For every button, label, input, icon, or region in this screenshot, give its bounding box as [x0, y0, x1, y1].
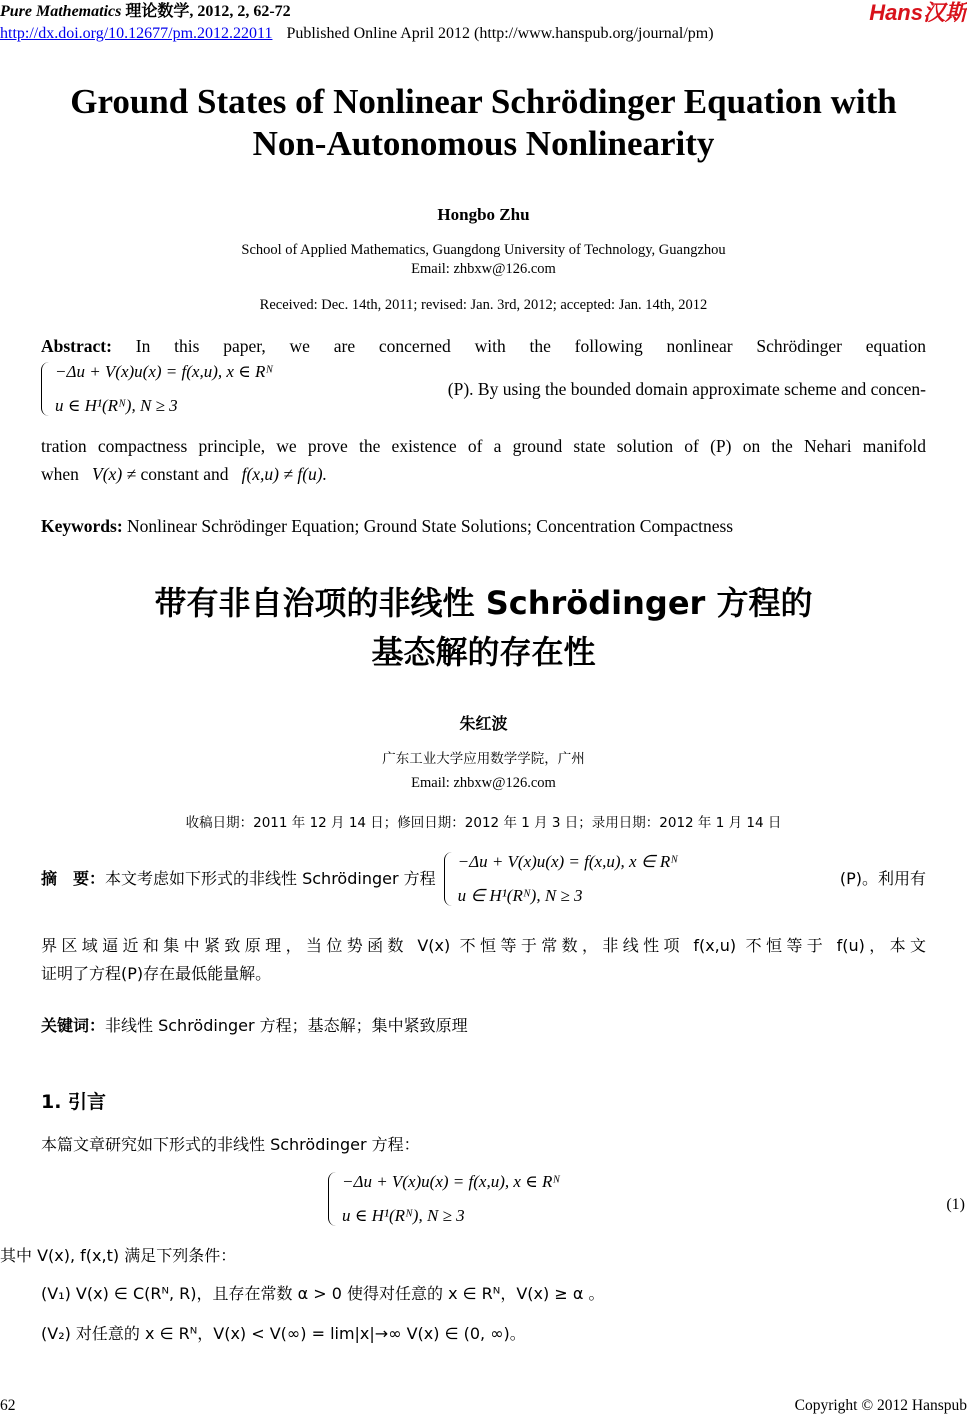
publication-line — [0, 24, 714, 44]
cn-author: 朱红波 — [459, 714, 508, 733]
journal-name: Pure Mathematics — [0, 3, 122, 20]
abstract-line-3: tration compactness principle, we prove the existence of a ground state solution of (P) on the Nehari manifold — [41, 436, 926, 456]
equation-number: (1) — [946, 1196, 965, 1213]
cn-title-line-2: 基态解的存在性 — [371, 633, 596, 671]
received-dates: Received: Dec. 14th, 2011; revised: Jan. 3rd, 2012; accepted: Jan. 14th, 2012 — [259, 297, 708, 313]
abstract-line-1: Abstract: In this paper, we are concerned with the following nonlinear Schrödinger equation — [41, 336, 926, 356]
brace-symbol — [444, 852, 452, 906]
author: Hongbo Zhu — [437, 205, 530, 224]
affiliation: School of Applied Mathematics, Guangdong University of Technology, Guangzhou — [241, 242, 726, 258]
equation-1: −Δu + V(x)u(x) = f(x,u), x ∈ Rᴺ u ∈ H¹(Rᴺ), N ≥ 3 — [328, 1172, 560, 1226]
cn-email: Email: zhbxw@126.com — [411, 775, 556, 791]
condition-v2: (V₂) 对任意的 x ∈ Rᴺ，V(x) < V(∞) = lim|x|→∞ V(x) ∈ (0, ∞)。 — [41, 1324, 526, 1343]
title-line-1: Ground States of Nonlinear Schrödinger Equation with — [70, 82, 897, 121]
keywords: Keywords: Nonlinear Schrödinger Equation; Ground State Solutions; Concentration Compactness — [41, 516, 734, 536]
cn-abstract-equation-row — [41, 850, 926, 908]
hans-logo: Hans汉斯 — [869, 0, 967, 25]
abstract-line-4: when V(x) ≠ constant and f(x,u) ≠ f(u). — [41, 464, 328, 484]
abstract-equation-row — [41, 360, 926, 418]
section-intro: 本篇文章研究如下形式的非线性 Schrödinger 方程： — [41, 1135, 420, 1154]
journal-header — [0, 2, 291, 22]
published-info: Published Online April 2012 (http://www.hanspub.org/journal/pm) — [286, 25, 714, 42]
email: Email: zhbxw@126.com — [411, 261, 556, 277]
condition-v1: (V₁) V(x) ∈ C(Rᴺ, R)，且存在常数 α > 0 使得对任意的 x ∈ Rᴺ，V(x) ≥ α 。 — [41, 1284, 605, 1303]
cn-abstract-line-1: 摘 要：本文考虑如下形式的非线性 Schrödinger 方程 — [41, 869, 436, 888]
journal-info: 理论数学, 2012, 2, 62-72 — [121, 3, 291, 20]
cn-dates: 收稿日期：2011 年 12 月 14 日；修回日期：2012 年 1 月 3 日；录用日期：2012 年 1 月 14 日 — [185, 815, 782, 831]
cn-abstract-equation: −Δu + V(x)u(x) = f(x,u), x ∈ Rᴺ u ∈ H¹(Rᴺ), N ≥ 3 — [444, 852, 678, 906]
cn-keywords: 关键词：非线性 Schrödinger 方程；基态解；集中紧致原理 — [41, 1016, 468, 1035]
title-line-2: Non-Autonomous Nonlinearity — [252, 124, 715, 163]
doi-link[interactable]: http://dx.doi.org/10.12677/pm.2012.22011 — [0, 25, 273, 42]
abstract-label: Abstract: — [41, 336, 112, 356]
cn-abstract-line-2: 界区域逼近和集中紧致原理，当位势函数 V(x) 不恒等于常数，非线性项 f(x,u) 不恒等于 f(u)，本文 — [41, 936, 926, 955]
page-number: 62 — [0, 1397, 16, 1414]
abstract-equation: −Δu + V(x)u(x) = f(x,u), x ∈ Rᴺ u ∈ H¹(Rᴺ), N ≥ 3 — [41, 362, 273, 416]
cn-title-line-1: 带有非自治项的非线性 Schrödinger 方程的 — [154, 584, 813, 622]
copyright: Copyright © 2012 Hanspub — [794, 1397, 967, 1414]
section-heading: 1. 引言 — [41, 1091, 107, 1113]
cn-abstract-line-3: 证明了方程(P)存在最低能量解。 — [41, 964, 272, 983]
equation-1-row — [328, 1170, 560, 1228]
brace-symbol — [328, 1172, 336, 1226]
brace-symbol — [41, 362, 49, 416]
cn-abstract-line-1-end: (P)。利用有 — [839, 869, 926, 888]
abstract-line-2: (P). By using the bounded domain approximate scheme and concen- — [447, 379, 926, 399]
cn-affiliation: 广东工业大学应用数学学院，广州 — [382, 751, 585, 767]
conditions-intro: 其中 V(x), f(x,t) 满足下列条件： — [0, 1246, 237, 1265]
